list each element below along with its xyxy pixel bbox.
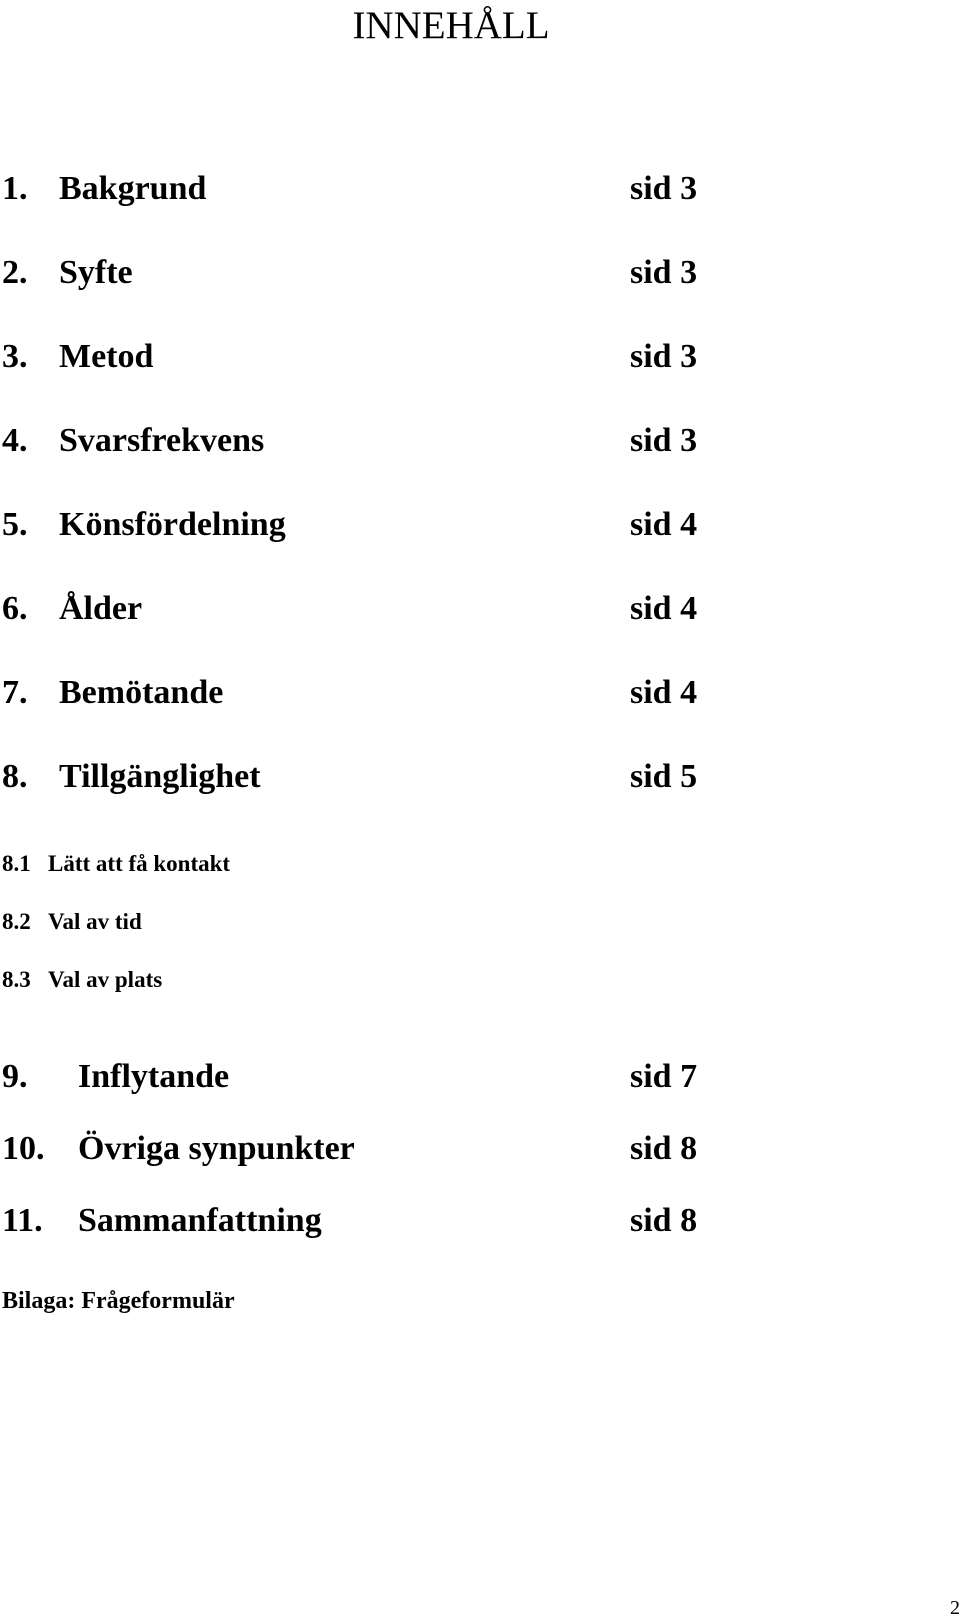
toc-entry-number: 3. [2,338,28,375]
toc-entry-number: 11. [2,1202,43,1239]
toc-entry [2,253,702,293]
toc-entry-page: sid 4 [630,506,698,543]
toc-entry-number: 6. [2,590,28,627]
toc-entry [2,757,702,797]
toc-entry-number: 2. [2,254,28,291]
toc-entry-number: 5. [2,506,28,543]
toc-subentry-label: Val av tid [48,909,142,934]
toc-entry-page: sid 3 [630,254,698,291]
toc-entry-page: sid 5 [630,758,698,795]
toc-entry-label: Bemötande [59,674,224,711]
toc-entry-label: Svarsfrekvens [59,422,265,459]
toc-entry-label: Sammanfattning [78,1202,322,1239]
toc-entry-page: sid 8 [630,1130,698,1167]
toc-entry-label: Inflytande [78,1058,230,1095]
page-number: 2 [950,1597,960,1619]
toc-entry-number: 10. [2,1130,45,1167]
toc-entry-page: sid 3 [630,170,698,207]
toc-entry-page: sid 3 [630,338,698,375]
toc-entry-page: sid 7 [630,1058,698,1095]
toc-subentry-number: 8.1 [2,851,31,876]
toc-entry-page: sid 4 [630,674,698,711]
toc-entry [2,673,702,713]
toc-entry-page: sid 3 [630,422,698,459]
toc-entry-number: 8. [2,758,28,795]
toc-entry [2,421,702,461]
toc-subentry-number: 8.3 [2,967,31,992]
toc-entry-number: 1. [2,170,28,207]
toc-entry-label: Tillgänglighet [59,758,261,795]
toc-entry [2,1057,702,1097]
toc-entry-page: sid 8 [630,1202,698,1239]
toc-entry [2,505,702,545]
toc-subentry-number: 8.2 [2,909,31,934]
toc-entry-number: 9. [2,1058,28,1095]
toc-entry-label: Könsfördelning [59,506,286,543]
toc-entry-page: sid 4 [630,590,698,627]
toc-entry [2,1129,702,1169]
page-title: INNEHÅLL [352,4,550,47]
toc-entry [2,589,702,629]
toc-entry-label: Metod [59,338,154,375]
toc-subentry-label: Val av plats [48,967,163,992]
toc-entry [2,1201,702,1241]
toc-entry [2,337,702,377]
toc-entry-number: 7. [2,674,28,711]
toc-subentry-label: Lätt att få kontakt [48,851,231,876]
toc-entry-number: 4. [2,422,28,459]
toc-entry [2,169,702,209]
toc-entry-label: Övriga synpunkter [78,1130,355,1167]
toc-entry-label: Syfte [59,254,133,291]
appendix-entry: Bilaga: Frågeformulär [2,1288,235,1314]
toc-entry-label: Bakgrund [59,170,207,207]
toc-entry-label: Ålder [59,590,143,627]
